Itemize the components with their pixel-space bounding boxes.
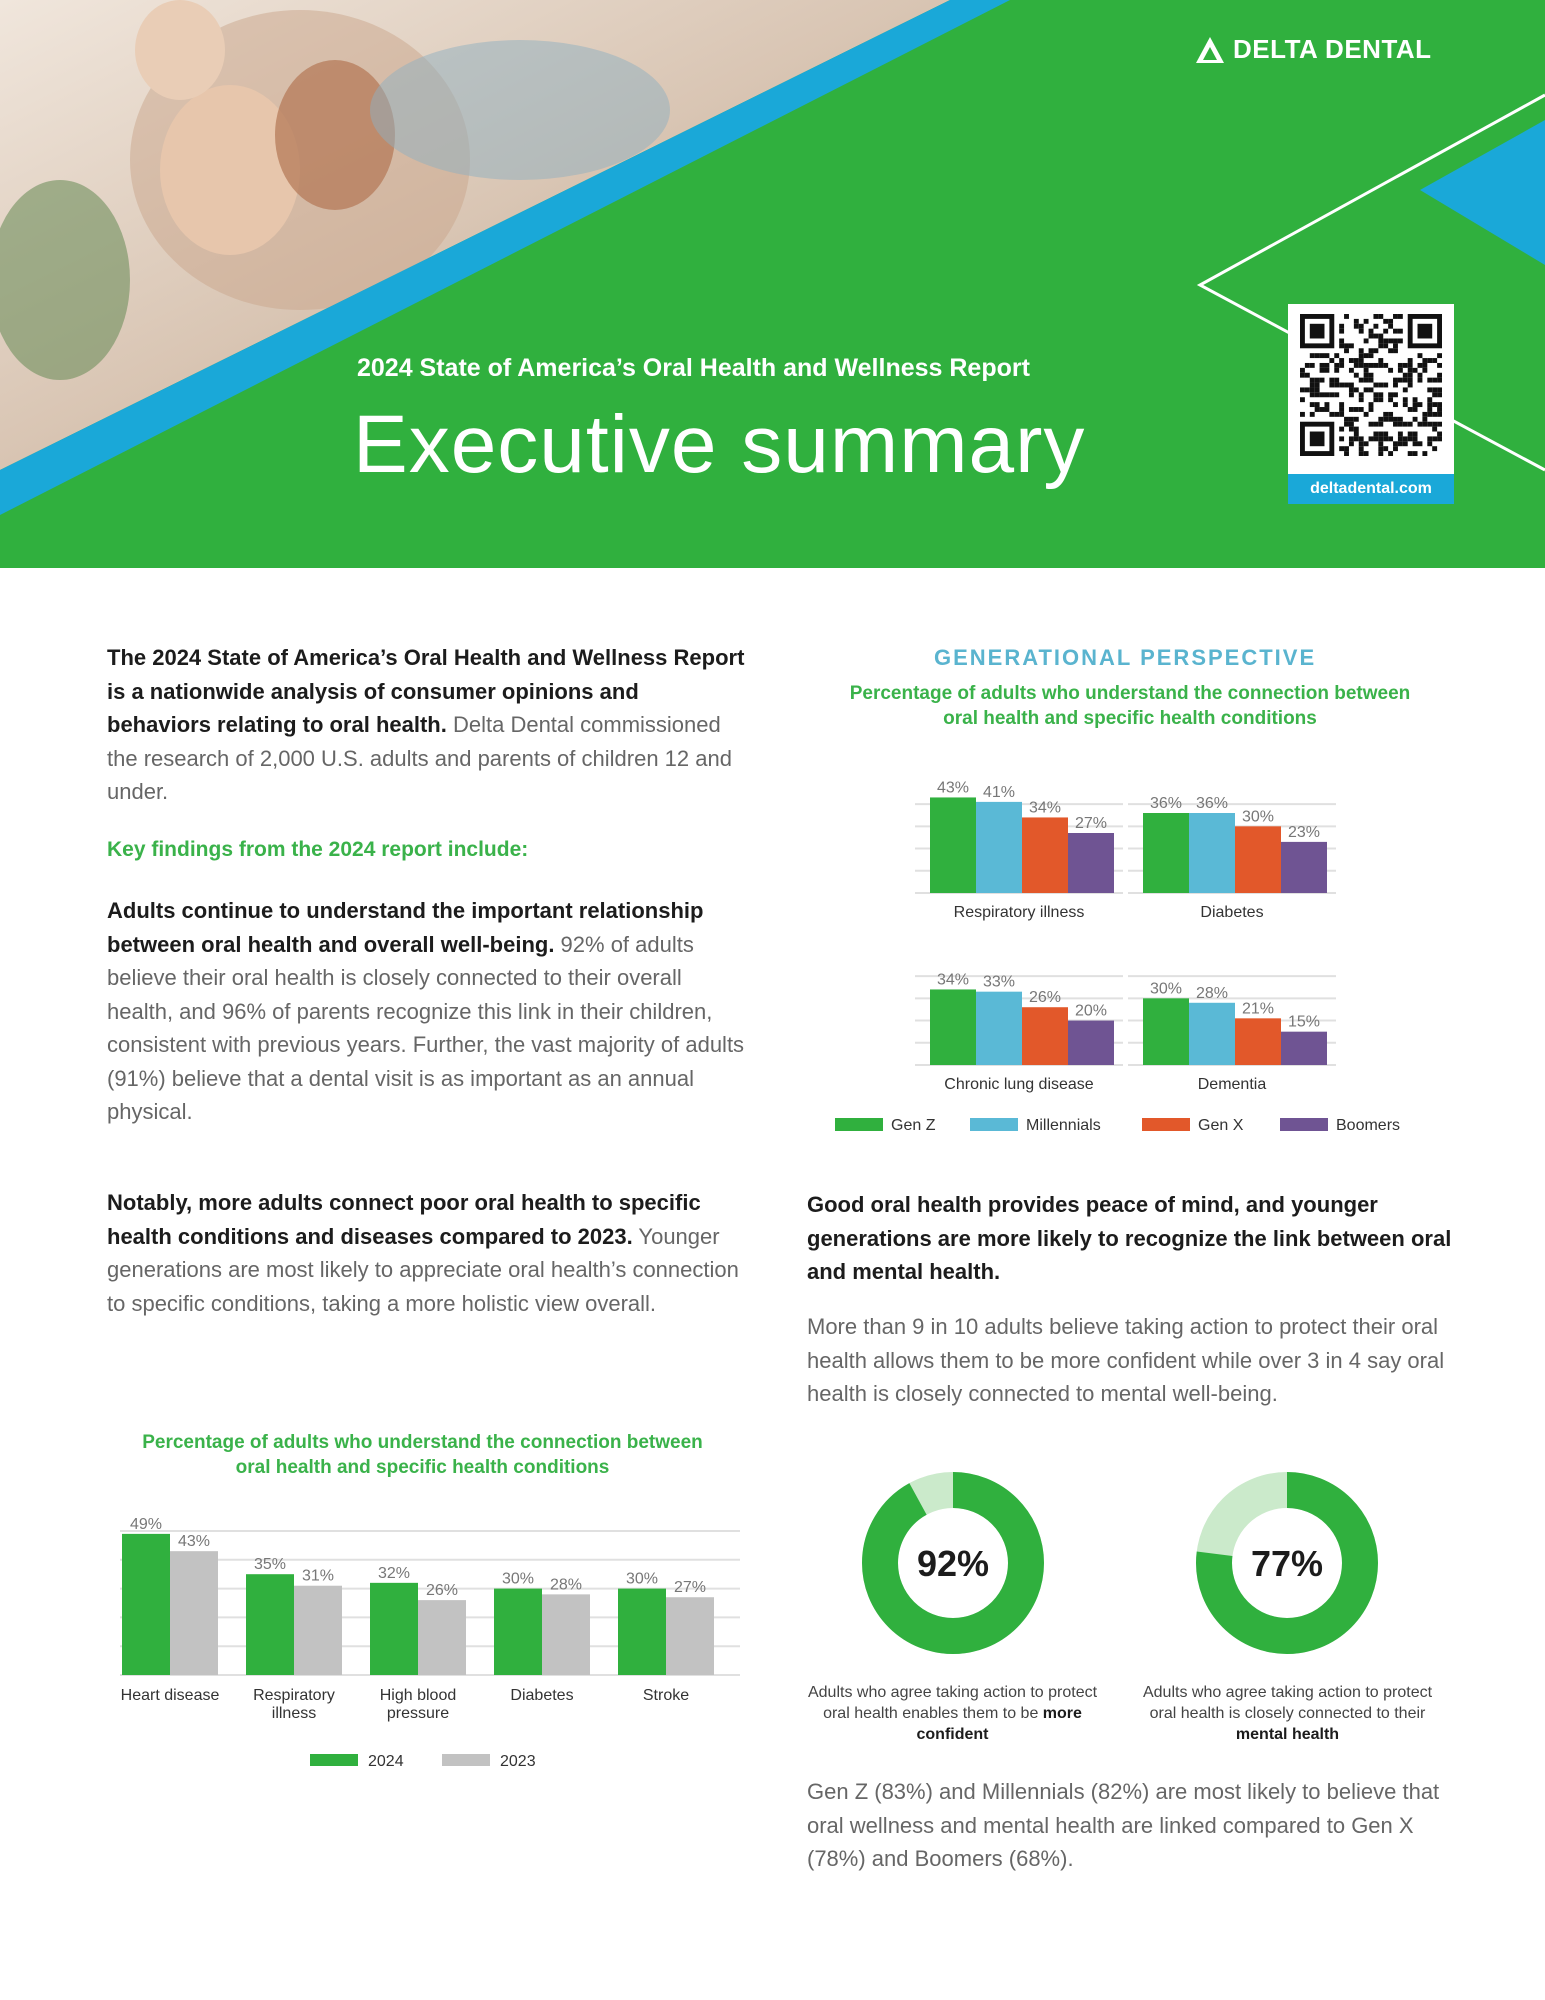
- category-label: Heart disease: [120, 1687, 220, 1704]
- bar-Boomers: [1281, 842, 1327, 893]
- bar-Boomers: [1068, 833, 1114, 893]
- data-label: 20%: [1074, 1002, 1108, 1020]
- qr-url[interactable]: deltadental.com: [1288, 474, 1454, 504]
- data-label: 43%: [936, 779, 970, 797]
- bar-2023: [666, 1597, 714, 1675]
- chart-year-comparison: [100, 1510, 760, 1780]
- category-label: Stroke: [642, 1687, 690, 1704]
- finding-2-bold: Notably, more adults connect poor oral health to specific health conditions and diseases compared to 2023.: [107, 1190, 701, 1249]
- bar-2024: [246, 1574, 294, 1675]
- finding-1-paragraph: [107, 894, 747, 1129]
- data-label: 43%: [177, 1533, 211, 1551]
- data-label: 28%: [549, 1576, 583, 1594]
- legend-swatch: [442, 1754, 490, 1766]
- delta-dental-logo: [1195, 34, 1432, 65]
- bar-Gen Z: [1143, 813, 1189, 893]
- finding-3-paragraph: [807, 1188, 1457, 1289]
- legend-label: 2023: [500, 1753, 536, 1770]
- data-label: 26%: [1028, 989, 1062, 1007]
- bar-Millennials: [976, 992, 1022, 1065]
- data-label: 49%: [129, 1515, 163, 1533]
- donut-caption-mental-health: Adults who agree taking action to protect oral health is closely connected to their mental health: [1142, 1684, 1433, 1743]
- report-subtitle: 2024 State of America’s Oral Health and Wellness Report: [357, 354, 1030, 382]
- chart-1-title: Percentage of adults who understand the connection between oral health and specific health conditions: [142, 1432, 703, 1478]
- finding-1-bold: Adults continue to understand the important relationship between oral health and overall well-being.: [107, 898, 704, 957]
- legend-swatch: [310, 1754, 358, 1766]
- bar-Millennials: [976, 802, 1022, 893]
- finding-2-paragraph: [107, 1186, 752, 1320]
- category-label: Respiratory illness: [953, 904, 1085, 921]
- donut-chart-confidence: [862, 1472, 1044, 1654]
- bar-Gen X: [1235, 826, 1281, 893]
- bar-Boomers: [1068, 1021, 1114, 1065]
- legend-label: Gen X: [1198, 1117, 1244, 1134]
- bar-2024: [122, 1534, 170, 1675]
- bar-2023: [170, 1551, 218, 1675]
- chart-generations: [891, 765, 1440, 1140]
- page-title: Executive summary: [353, 399, 1086, 490]
- legend-label: 2024: [368, 1753, 404, 1770]
- category-label: Diabetes: [1200, 904, 1264, 921]
- data-label: 26%: [425, 1582, 459, 1600]
- finding-1-text: 92% of adults believe their oral health is closely connected to their overall health, and 96% of parents recognize this link in their children, consistent with previous years. Further, the vast majority of adults (91%) believe that a dental visit is as important as an annual physical.: [107, 931, 745, 1124]
- bar-Gen Z: [930, 797, 976, 893]
- bar-2024: [370, 1583, 418, 1675]
- data-label: 30%: [1241, 808, 1275, 826]
- key-findings-heading: Key findings from the 2024 report include:: [107, 838, 529, 861]
- data-label: 30%: [501, 1570, 535, 1588]
- bar-Gen Z: [930, 989, 976, 1065]
- category-label: Dementia: [1197, 1076, 1267, 1093]
- delta-logo-icon: [1195, 36, 1225, 64]
- category-label: Diabetes: [510, 1687, 574, 1704]
- finding-2-text: Younger generations are most likely to appreciate oral health’s connection to specific conditions, taking a more holistic view overall.: [107, 1223, 739, 1316]
- legend-label: Boomers: [1336, 1117, 1401, 1134]
- bar-Millennials: [1189, 1003, 1235, 1065]
- data-label: 36%: [1149, 795, 1183, 812]
- confidence-paragraph: More than 9 in 10 adults believe taking action to protect their oral health allows them to be more confident while over 3 in 4 say oral health is closely connected to mental well-being.: [807, 1314, 1445, 1406]
- finding-3-bold: Good oral health provides peace of mind, and younger generations are more likely to recognize the link between oral and mental health.: [807, 1192, 1452, 1284]
- data-label: 30%: [1149, 980, 1183, 998]
- bar-Boomers: [1281, 1032, 1327, 1065]
- donut-value-label: 77%: [1250, 1543, 1324, 1584]
- category-label: Chronic lung disease: [944, 1076, 1094, 1093]
- intro-bold: The 2024 State of America’s Oral Health and Wellness Report is a nationwide analysis of consumer opinions and behaviors relating to oral health.: [107, 645, 745, 737]
- qr-code: [1300, 314, 1442, 456]
- bar-Gen X: [1235, 1018, 1281, 1065]
- bar-2023: [542, 1594, 590, 1675]
- qr-code-box[interactable]: [1288, 304, 1454, 504]
- bar-Gen Z: [1143, 998, 1189, 1065]
- donut-chart-mental-health: [1196, 1472, 1378, 1654]
- data-label: 28%: [1195, 984, 1229, 1002]
- legend-swatch: [970, 1118, 1018, 1131]
- data-label: 21%: [1241, 1000, 1275, 1018]
- generational-subtitle: Percentage of adults who understand the connection between oral health and specific health conditions: [849, 683, 1411, 729]
- bar-Millennials: [1189, 813, 1235, 893]
- bar-2024: [494, 1589, 542, 1675]
- data-label: 34%: [936, 971, 970, 989]
- data-label: 27%: [673, 1579, 707, 1597]
- legend-label: Millennials: [1026, 1117, 1101, 1134]
- generational-heading: GENERATIONAL PERSPECTIVE: [934, 645, 1317, 670]
- legend-swatch: [1280, 1118, 1328, 1131]
- category-label: Respiratory illness: [253, 1687, 335, 1722]
- data-label: 33%: [982, 973, 1016, 991]
- data-label: 23%: [1287, 823, 1321, 841]
- legend-swatch: [835, 1118, 883, 1131]
- brand-name: DELTA DENTAL: [1233, 34, 1432, 64]
- bar-Gen X: [1022, 1007, 1068, 1065]
- intro-text: Delta Dental commissioned the research of 2,000 U.S. adults and parents of children 12 and under.: [107, 712, 732, 804]
- data-label: 36%: [1195, 795, 1229, 812]
- bar-Gen X: [1022, 817, 1068, 893]
- data-label: 41%: [982, 783, 1016, 801]
- gen-z-paragraph: Gen Z (83%) and Millennials (82%) are most likely to believe that oral wellness and mental health are linked compared to Gen X (78%) and Boomers (68%).: [807, 1779, 1440, 1871]
- data-label: 34%: [1028, 799, 1062, 817]
- data-label: 30%: [625, 1570, 659, 1588]
- legend-swatch: [1142, 1118, 1190, 1131]
- data-label: 27%: [1074, 815, 1108, 832]
- bar-2024: [618, 1589, 666, 1675]
- legend-label: Gen Z: [891, 1117, 936, 1134]
- data-label: 15%: [1287, 1013, 1321, 1031]
- data-label: 35%: [253, 1556, 287, 1574]
- donut-caption-confidence: Adults who agree taking action to protect oral health enables them to be more confident: [807, 1684, 1098, 1743]
- data-label: 32%: [377, 1564, 411, 1582]
- bar-2023: [294, 1586, 342, 1675]
- intro-paragraph: [107, 641, 747, 809]
- bar-2023: [418, 1600, 466, 1675]
- category-label: High blood pressure: [379, 1687, 457, 1722]
- donut-value-label: 92%: [916, 1543, 990, 1584]
- data-label: 31%: [301, 1567, 335, 1585]
